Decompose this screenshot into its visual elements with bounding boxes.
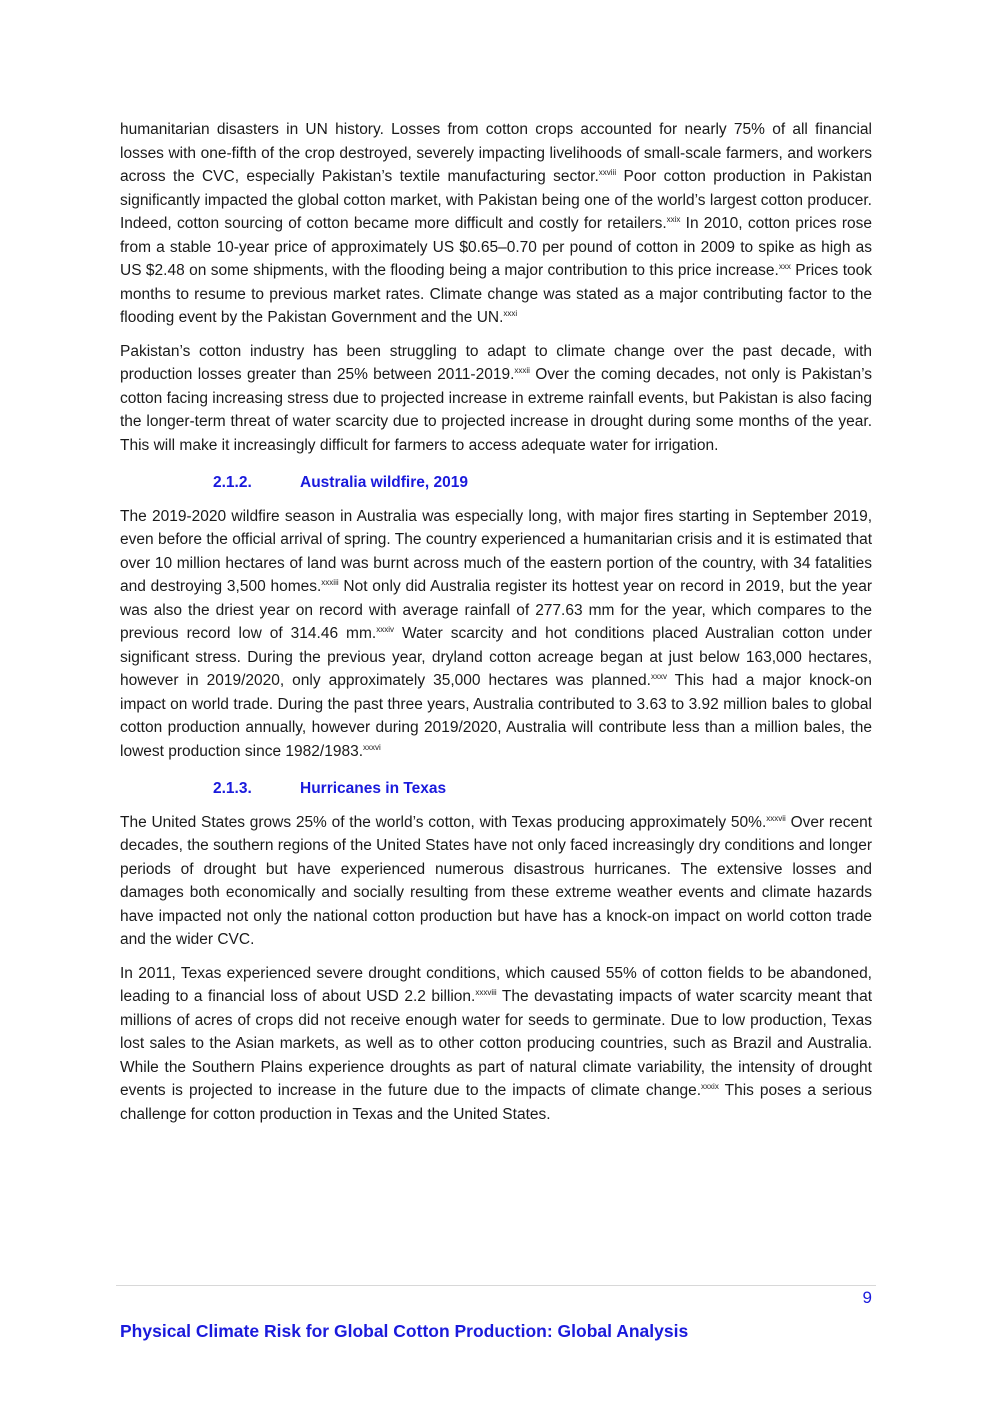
page-number: 9 — [862, 1288, 872, 1307]
paragraph-text: The United States grows 25% of the world’s cotton, with Texas producing approximately 50%. — [120, 813, 767, 831]
paragraph — [120, 505, 872, 764]
paragraph — [120, 811, 872, 952]
paragraph-text: Poor cotton production in Pakistan significantly impacted the global cotton market, with Pakistan being one of the world’s largest cotton producer. Indeed, cotton sourcing of cotton became more difficult and costly for retailers. — [120, 168, 872, 232]
footnote-marker: xxix — [666, 215, 681, 224]
paragraph-text: Pakistan’s cotton industry has been struggling to adapt to climate change over the past decade, with production losses greater than 25% between 2011-2019. — [120, 342, 872, 383]
footnote-marker: xxxix — [701, 1082, 719, 1091]
paragraph — [120, 962, 872, 1127]
footnote-marker: xxviii — [598, 168, 617, 177]
paragraph-text: This had a major knock-on impact on world trade. During the past three years, Australia contributed to 3.63 to 3.92 million bales to global cotton production annually, however during 2019/2020, Australia will contribute less than a million bales, the lowest production since 1982/1983. — [120, 672, 872, 760]
footnote-marker: xxxvii — [766, 813, 786, 823]
paragraph-text: Not only did Australia register its hottest year on record in 2019, but the year was also the driest year on record with average rainfall of 277.63 mm for the year, which compares to the previous record low of 314.46 mm. — [120, 578, 872, 642]
footnote-marker: xxxviii — [475, 988, 497, 997]
footnote-marker: xxxv — [650, 672, 667, 681]
section-title: Australia wildfire, 2019 — [300, 474, 468, 491]
paragraph-text: The 2019-2020 wildfire season in Australia was especially long, with major fires starting in September 2019, even before the official arrival of spring. The country experienced a humanitarian crisis and it is estimated that over 10 million hectares of land was burnt across much of the eastern portion of the country, with 34 fatalities and destroying 3,500 homes. — [120, 507, 872, 595]
paragraph-text: Over recent decades, the southern regions of the United States have not only faced increasingly dry conditions and longer periods of drought but have experienced numerous disastrous hurricanes. The extensive losses and damages both economically and socially resulting from these extreme weather events and climate hazards have impacted not only the national cotton production but have has a knock-on impact on world cotton trade and the wider CVC. — [120, 813, 873, 948]
paragraph — [120, 118, 872, 330]
paragraph-text: Water scarcity and hot conditions placed Australian cotton under significant stress. During the previous year, dryland cotton acreage began at just below 163,000 hectares, however in 2019/2020, only approximately 35,000 hectares was planned. — [120, 625, 872, 689]
document-title: Physical Climate Risk for Global Cotton Production: Global Analysis — [120, 1321, 689, 1341]
paragraph-text: The devastating impacts of water scarcity meant that millions of acres of crops did not receive enough water for seeds to germinate. Due to low production, Texas lost sales to the Asian markets, as well as to other cotton producing countries, such as Brazil and Australia. While the Southern Plains experience droughts as part of natural climate variability, the intensity of drought events is projected to increase in the future due to the impacts of climate change. — [120, 988, 873, 1099]
paragraph — [120, 340, 872, 458]
section-heading — [120, 471, 872, 495]
paragraph-text: In 2011, Texas experienced severe drought conditions, which caused 55% of cotton fields to be abandoned, leading to a financial loss of about USD 2.2 billion. — [120, 964, 872, 1005]
paragraph-text: This poses a serious challenge for cotton production in Texas and the United States. — [120, 1082, 872, 1123]
footnote-marker: xxxiii — [321, 578, 339, 587]
document-body — [120, 118, 872, 1136]
section-number: 2.1.2. — [213, 474, 252, 491]
footnote-marker: xxxiv — [376, 625, 394, 634]
footnote-marker: xxxvi — [363, 742, 381, 752]
footnote-marker: xxxii — [514, 366, 530, 375]
section-title: Hurricanes in Texas — [300, 780, 447, 797]
paragraph-text: humanitarian disasters in UN history. Losses from cotton crops accounted for nearly 75% of all financial losses with one-fifth of the crop destroyed, severely impacting livelihoods of small-scale farmers, and workers across the CVC, especially Pakistan’s textile manufacturing sector. — [120, 121, 872, 185]
paragraph-text: In 2010, cotton prices rose from a stable 10-year price of approximately US $0.65–0.70 per pound of cotton in 2009 to spike as high as US $2.48 on some shipments, with the flooding being a major contribution to this price increase. — [120, 215, 873, 279]
paragraph-text: Prices took months to resume to previous market rates. Climate change was stated as a major contributing factor to the flooding event by the Pakistan Government and the UN. — [120, 262, 872, 326]
footnote-marker: xxx — [778, 262, 791, 271]
section-heading — [120, 777, 872, 801]
footnote-marker: xxxi — [503, 309, 518, 318]
paragraph-text: Over the coming decades, not only is Pakistan’s cotton facing increasing stress due to projected increase in extreme rainfall events, but Pakistan is also facing the longer-term threat of water scarcity due to projected increase in drought during some months of the year. This will make it increasingly difficult for farmers to access adequate water for irrigation. — [120, 366, 873, 454]
footer-divider — [116, 1285, 876, 1286]
section-number: 2.1.3. — [213, 780, 252, 797]
